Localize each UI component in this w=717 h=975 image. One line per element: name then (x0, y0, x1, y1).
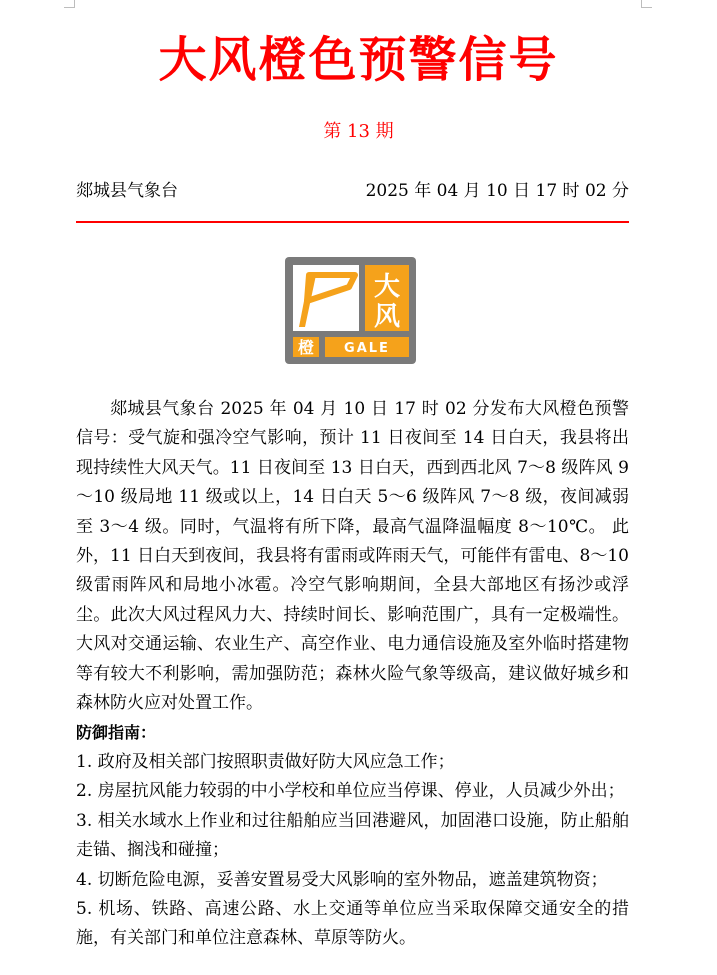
gale-orange-warning-icon (285, 257, 416, 364)
guide-item: 4. 切断危险电源，妥善安置易受大风影响的室外物品，遮盖建筑物资； (76, 869, 608, 890)
warning-paragraph: 郯城县气象台 2025 年 04 月 10 日 17 时 02 分发布大风橙色预警信号：受气旋和强冷空气影响，预计 11 日夜间至 14 日白天，我县将出现持续性大风天气。11 日夜间至 13 日白天，西到西北风 7～8 级阵风 9～10 级局地 11 级或以上，14 日白天 5～6 级阵风 7～8 级，夜间减弱至 3～4 级。同时，气温将有所下降，最高气温降温幅度 8～10℃。 此外，11 日白天到夜间，我县将有雷雨或阵雨天气，可能伴有雷电、8～10 级雷雨阵风和局地小冰雹。冷空气影响期间，全县大部地区有扬沙或浮尘。此次大风过程风力大、持续时间长、影响范围广，具有一定极端性。大风对交通运输、农业生产、高空作业、电力通信设施及室外临时搭建物等有较大不利影响，需加强防范；森林火险气象等级高，建议做好城乡和森林防火应对处置工作。 (76, 399, 629, 714)
icon-char-bottom: 风 (373, 302, 401, 332)
guide-item: 3. 相关水域水上作业和过往船舶应当回港避风，加固港口设施，防止船舶走锚、搁浅和碰撞； (76, 810, 629, 861)
icon-level-char: 橙 (297, 338, 315, 357)
red-divider-rule (76, 221, 629, 223)
defense-guide-title: 防御指南： (76, 723, 157, 743)
issuer-name: 郯城县气象台 (76, 181, 178, 201)
issue-datetime: 2025 年 04 月 10 日 17 时 02 分 (365, 181, 629, 201)
page-corner-mark-left (64, 0, 75, 8)
guide-item: 1. 政府及相关部门按照职责做好防大风应急工作； (76, 751, 455, 772)
icon-char-top: 大 (373, 272, 401, 302)
document-body (76, 395, 629, 954)
guide-item: 2. 房屋抗风能力较弱的中小学校和单位应当停课、停业，人员减少外出； (76, 781, 625, 802)
page-corner-mark-right (641, 0, 652, 8)
guide-item: 5. 机场、铁路、高速公路、水上交通等单位应当采取保障交通安全的措施，有关部门和单位注意森林、草原等防火。 (76, 898, 629, 949)
icon-gale-label: GALE (344, 341, 390, 356)
issue-number: 第 13 期 (323, 121, 394, 142)
document-title: 大风橙色预警信号 (158, 32, 559, 88)
